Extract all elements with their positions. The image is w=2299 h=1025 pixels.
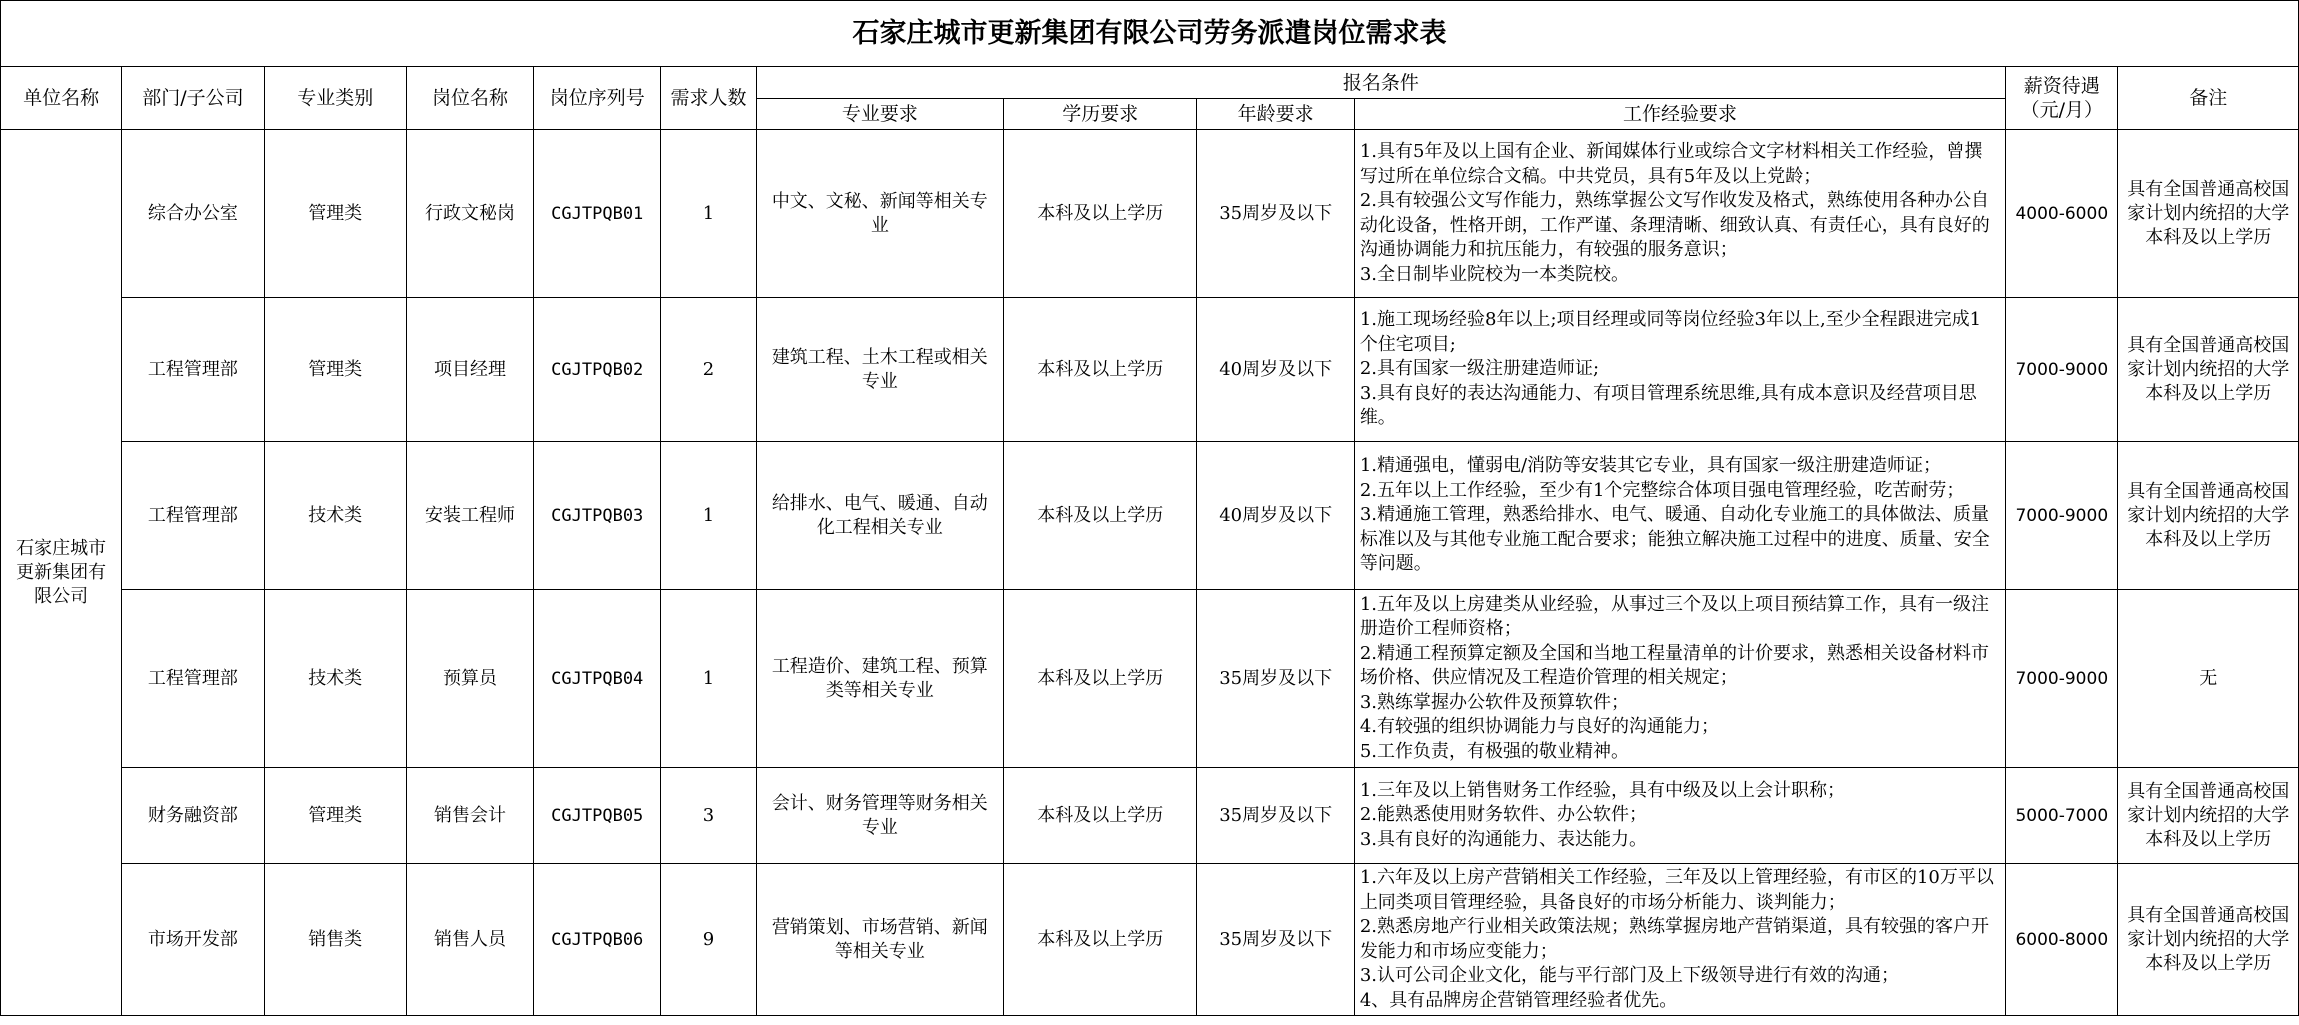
table-row (1, 298, 2299, 442)
salary-cell: 5000-7000 (2006, 768, 2118, 864)
code-cell: CGJTPQB05 (534, 768, 661, 864)
experience-line: 1.五年及以上房建类从业经验，从事过三个及以上项目预结算工作，具有一级注册造价工程师资格； (1359, 593, 1989, 640)
major-cell: 会计、财务管理等财务相关专业 (756, 768, 1004, 864)
count-cell: 2 (661, 298, 756, 442)
header-unit: 单位名称 (1, 67, 122, 130)
experience-line: 2.五年以上工作经验，至少有1个完整综合体项目强电管理经验，吃苦耐劳； (1359, 479, 1965, 501)
header-count: 需求人数 (661, 67, 756, 130)
count-cell: 1 (661, 442, 756, 590)
age-cell: 40周岁及以下 (1197, 442, 1354, 590)
table-row (1, 864, 2299, 1016)
table-row (1, 130, 2299, 298)
major-cell: 给排水、电气、暖通、自动化工程相关专业 (756, 442, 1004, 590)
experience-line: 1.六年及以上房产营销相关工作经验，三年及以上管理经验，有市区的10万平以上同类项目管理经验，具备良好的市场分析能力、谈判能力； (1359, 867, 1994, 913)
dept-cell: 综合办公室 (122, 130, 264, 298)
experience-cell (1354, 130, 2005, 298)
category-cell: 管理类 (264, 130, 406, 298)
position-cell: 销售会计 (406, 768, 533, 864)
salary-cell: 7000-9000 (2006, 298, 2118, 442)
experience-line: 4、具有品牌房企营销管理经验者优先。 (1359, 989, 1678, 1011)
age-cell: 35周岁及以下 (1197, 864, 1354, 1016)
experience-line: 1.施工现场经验8年以上;项目经理或同等岗位经验3年以上,至少全程跟进完成1个住宅项目; (1359, 309, 1982, 355)
count-cell: 1 (661, 130, 756, 298)
experience-line: 1.三年及以上销售财务工作经验，具有中级及以上会计职称； (1359, 779, 1845, 801)
experience-line: 1.具有5年及以上国有企业、新闻媒体行业或综合文字材料相关工作经验，曾撰写过所在单位综合文稿。中共党员，具有5年及以上党龄； (1359, 141, 1983, 187)
header-category: 专业类别 (264, 67, 406, 130)
header-position: 岗位名称 (406, 67, 533, 130)
education-cell: 本科及以上学历 (1004, 864, 1197, 1016)
salary-cell: 4000-6000 (2006, 130, 2118, 298)
header-row-1 (1, 67, 2299, 99)
experience-line: 3.熟练掌握办公软件及预算软件； (1359, 691, 1629, 713)
table-row (1, 590, 2299, 768)
education-cell: 本科及以上学历 (1004, 590, 1197, 768)
salary-cell: 7000-9000 (2006, 442, 2118, 590)
code-cell: CGJTPQB03 (534, 442, 661, 590)
experience-cell (1354, 768, 2005, 864)
remark-cell: 具有全国普通高校国家计划内统招的大学本科及以上学历 (2118, 298, 2299, 442)
header-conditions: 报名条件 (756, 67, 2006, 99)
dept-cell: 财务融资部 (122, 768, 264, 864)
experience-line: 2.能熟悉使用财务软件、办公软件； (1359, 804, 1647, 826)
count-cell: 9 (661, 864, 756, 1016)
experience-cell (1354, 442, 2005, 590)
major-cell: 建筑工程、土木工程或相关专业 (756, 298, 1004, 442)
code-cell: CGJTPQB04 (534, 590, 661, 768)
experience-cell (1354, 590, 2005, 768)
major-cell: 营销策划、市场营销、新闻等相关专业 (756, 864, 1004, 1016)
experience-line: 4.有较强的组织协调能力与良好的沟通能力； (1359, 716, 1719, 738)
experience-line: 3.具有良好的沟通能力、表达能力。 (1359, 828, 1647, 850)
age-cell: 35周岁及以下 (1197, 130, 1354, 298)
remark-cell: 具有全国普通高校国家计划内统招的大学本科及以上学历 (2118, 442, 2299, 590)
experience-cell (1354, 298, 2005, 442)
category-cell: 管理类 (264, 298, 406, 442)
experience-line: 2.具有国家一级注册建造师证; (1359, 358, 1600, 380)
header-salary: 薪资待遇（元/月） (2006, 67, 2118, 130)
header-education: 学历要求 (1004, 99, 1197, 130)
category-cell: 销售类 (264, 864, 406, 1016)
salary-cell: 6000-8000 (2006, 864, 2118, 1016)
table-row (1, 768, 2299, 864)
remark-cell: 具有全国普通高校国家计划内统招的大学本科及以上学历 (2118, 864, 2299, 1016)
experience-line: 2.精通工程预算定额及全国和当地工程量清单的计价要求，熟悉相关设备材料市场价格、供应情况及工程造价管理的相关规定； (1359, 642, 1989, 689)
header-remark: 备注 (2118, 67, 2299, 130)
code-cell: CGJTPQB01 (534, 130, 661, 298)
dept-cell: 市场开发部 (122, 864, 264, 1016)
position-cell: 行政文秘岗 (406, 130, 533, 298)
age-cell: 35周岁及以下 (1197, 768, 1354, 864)
count-cell: 3 (661, 768, 756, 864)
remark-cell: 具有全国普通高校国家计划内统招的大学本科及以上学历 (2118, 768, 2299, 864)
major-cell: 中文、文秘、新闻等相关专业 (756, 130, 1004, 298)
experience-line: 3.具有良好的表达沟通能力、有项目管理系统思维,具有成本意识及经营项目思维。 (1359, 382, 1977, 429)
dept-cell: 工程管理部 (122, 298, 264, 442)
education-cell: 本科及以上学历 (1004, 442, 1197, 590)
experience-line: 3.全日制毕业院校为一本类院校。 (1359, 263, 1629, 285)
header-experience: 工作经验要求 (1354, 99, 2005, 130)
experience-line: 3.精通施工管理，熟悉给排水、电气、暖通、自动化专业施工的具体做法、质量标准以及与其他专业施工配合要求；能独立解决施工过程中的进度、质量、安全等问题。 (1359, 504, 1990, 575)
title-row (1, 1, 2299, 67)
category-cell: 管理类 (264, 768, 406, 864)
dept-cell: 工程管理部 (122, 442, 264, 590)
major-cell: 工程造价、建筑工程、预算类等相关专业 (756, 590, 1004, 768)
education-cell: 本科及以上学历 (1004, 768, 1197, 864)
experience-line: 1.精通强电，懂弱电/消防等安装其它专业，具有国家一级注册建造师证； (1359, 455, 1942, 477)
header-dept: 部门/子公司 (122, 67, 264, 130)
category-cell: 技术类 (264, 590, 406, 768)
experience-cell (1354, 864, 2005, 1016)
page-title: 石家庄城市更新集团有限公司劳务派遣岗位需求表 (1, 1, 2299, 67)
code-cell: CGJTPQB02 (534, 298, 661, 442)
header-major: 专业要求 (756, 99, 1004, 130)
dept-cell: 工程管理部 (122, 590, 264, 768)
position-cell: 安装工程师 (406, 442, 533, 590)
position-cell: 销售人员 (406, 864, 533, 1016)
experience-line: 2.具有较强公文写作能力，熟练掌握公文写作收发及格式，熟练使用各种办公自动化设备，性格开朗，工作严谨、条理清晰、细致认真、有责任心，具有良好的沟通协调能力和抗压能力，有较强的服务意识； (1359, 190, 1990, 260)
experience-line: 3.认可公司企业文化，能与平行部门及上下级领导进行有效的沟通； (1359, 965, 1899, 986)
code-cell: CGJTPQB06 (534, 864, 661, 1016)
education-cell: 本科及以上学历 (1004, 130, 1197, 298)
category-cell: 技术类 (264, 442, 406, 590)
salary-cell: 7000-9000 (2006, 590, 2118, 768)
count-cell: 1 (661, 590, 756, 768)
remark-cell: 具有全国普通高校国家计划内统招的大学本科及以上学历 (2118, 130, 2299, 298)
remark-cell: 无 (2118, 590, 2299, 768)
experience-line: 2.熟悉房地产行业相关政策法规；熟练掌握房地产营销渠道，具有较强的客户开发能力和市场应变能力； (1359, 916, 1989, 962)
unit-name-cell: 石家庄城市更新集团有限公司 (1, 130, 122, 1016)
age-cell: 35周岁及以下 (1197, 590, 1354, 768)
age-cell: 40周岁及以下 (1197, 298, 1354, 442)
header-age: 年龄要求 (1197, 99, 1354, 130)
header-code: 岗位序列号 (534, 67, 661, 130)
table-row (1, 442, 2299, 590)
experience-line: 5.工作负责，有极强的敬业精神。 (1359, 740, 1629, 762)
position-cell: 预算员 (406, 590, 533, 768)
education-cell: 本科及以上学历 (1004, 298, 1197, 442)
position-cell: 项目经理 (406, 298, 533, 442)
